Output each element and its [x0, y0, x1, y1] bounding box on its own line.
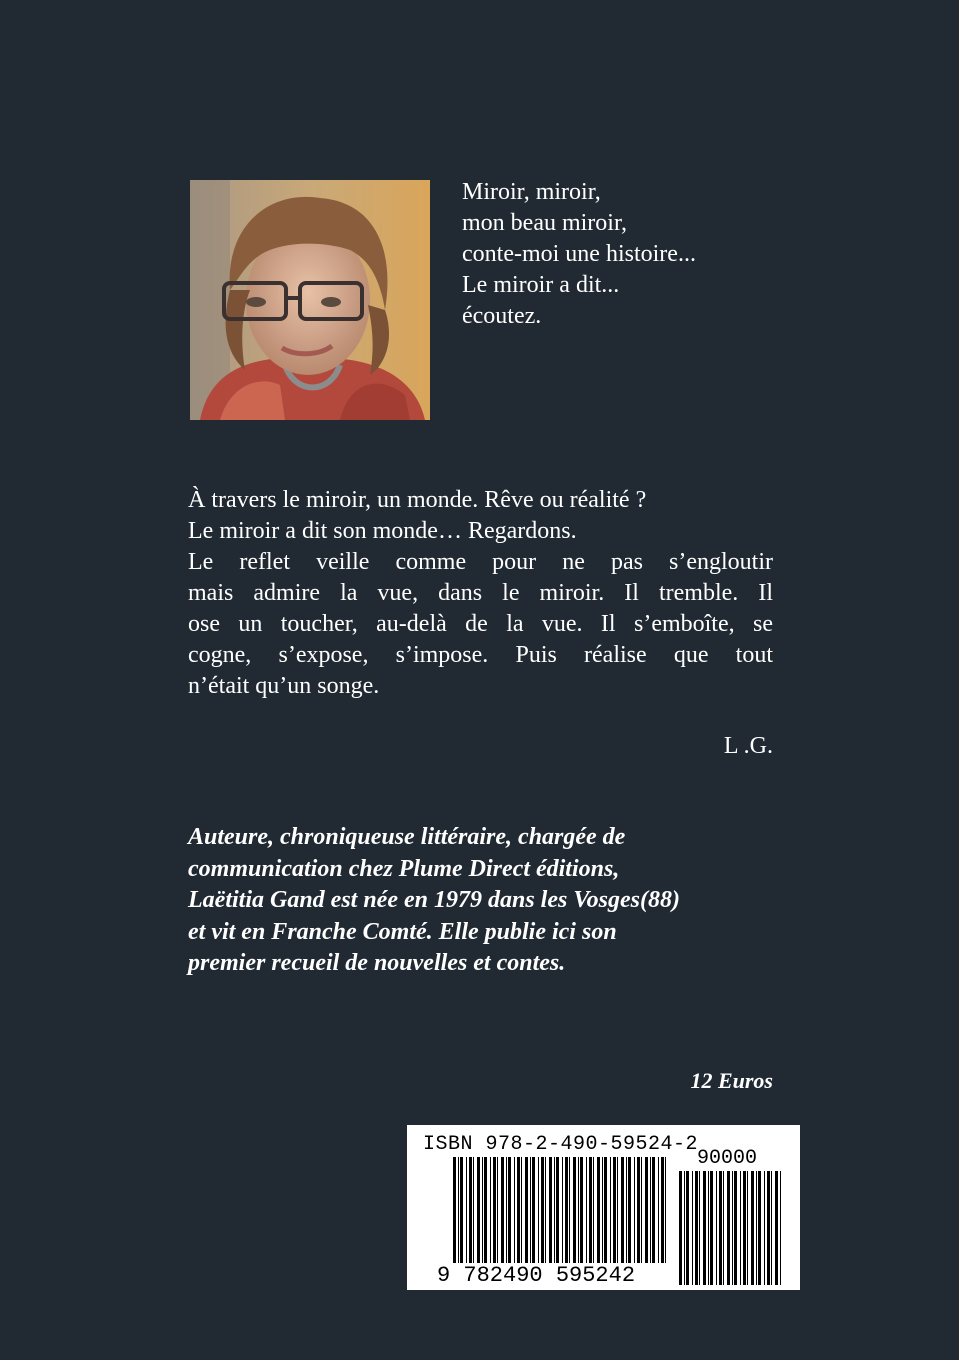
blurb-line: n’était qu’un songe. [188, 673, 380, 699]
poem-line: mon beau miroir, [462, 210, 627, 236]
blurb [188, 485, 773, 702]
price: 12 Euros [690, 1068, 773, 1093]
blurb-line: Le miroir a dit son monde… Regardons. [188, 518, 577, 544]
blurb-paragraph-line: ose un toucher, au-delà de la vue. Il s’emboîte, se [188, 611, 773, 637]
author-photo [190, 180, 430, 420]
isbn-barcode [407, 1125, 800, 1290]
barcode-digits: 9 782490 595242 [437, 1263, 636, 1288]
addon-code: 90000 [697, 1147, 758, 1170]
signature: L .G. [723, 733, 773, 759]
blurb-line: À travers le miroir, un monde. Rêve ou réalité ? [188, 487, 647, 513]
bio-line: premier recueil de nouvelles et contes. [188, 950, 566, 976]
bio-line: Laëtitia Gand est née en 1979 dans les Vosges(88) [188, 887, 680, 913]
isbn-label: ISBN 978-2-490-59524-2 [423, 1133, 699, 1156]
poem-line: conte-moi une histoire... [462, 241, 696, 267]
poem-line: Le miroir a dit... [462, 272, 620, 298]
bio-line: communication chez Plume Direct éditions, [188, 855, 620, 882]
poem-line: écoutez. [462, 303, 542, 329]
blurb-paragraph-line: mais admire la vue, dans le miroir. Il tremble. Il [188, 580, 773, 606]
author-bio [188, 822, 788, 980]
bio-line: et vit en Franche Comté. Elle publie ici son [188, 918, 617, 945]
poem-line: Miroir, miroir, [462, 179, 601, 205]
bio-line: Auteure, chroniqueuse littéraire, chargée de [188, 824, 626, 850]
blurb-paragraph-line: cogne, s’expose, s’impose. Puis réalise que tout [188, 642, 773, 668]
blurb-paragraph-line: Le reflet veille comme pour ne pas s’engloutir [188, 549, 773, 575]
poem [462, 177, 802, 332]
